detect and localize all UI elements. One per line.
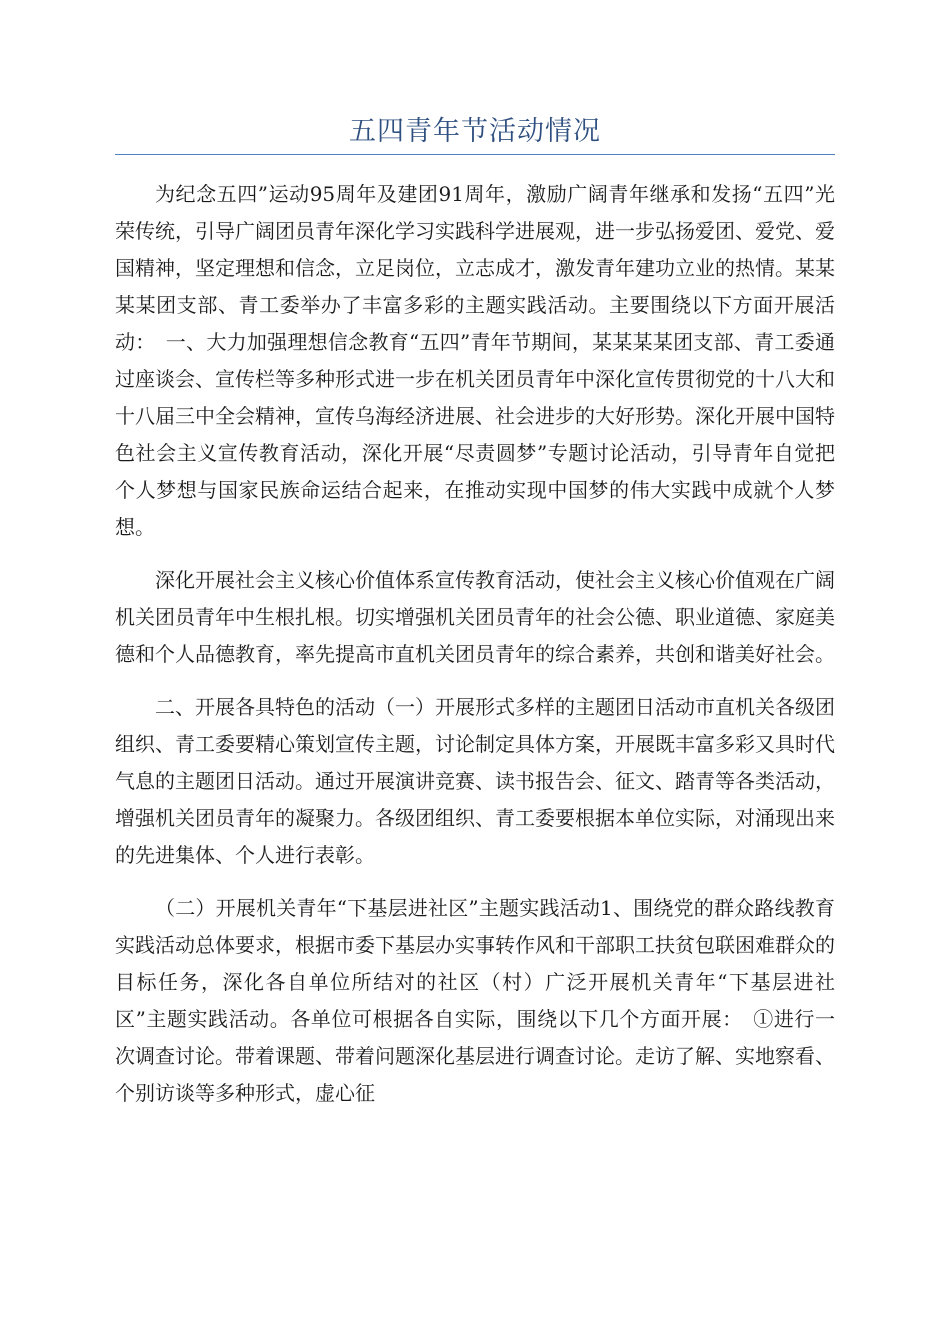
paragraph: （二）开展机关青年“下基层进社区”主题实践活动1、围绕党的群众路线教育实践活动总体要求，根据市委下基层办实事转作风和干部职工扶贫包联困难群众的目标任务，深化各自单位所结对的社区（村）广泛开展机关青年“下基层进社区”主题实践活动。各单位可根据各自实际，围绕以下几个方面开展： ①进行一次调查讨论。带着课题、带着问题深化基层进行调查讨论。走访了解、实地察看、个别访谈等多种形式，虚心征 xyxy=(115,896,835,1105)
title-underline xyxy=(115,154,835,155)
document-title: 五四青年节活动情况 xyxy=(349,116,601,147)
document-body xyxy=(115,176,835,1112)
paragraph: 深化开展社会主义核心价值体系宣传教育活动，使社会主义核心价值观在广阔机关团员青年中生根扎根。切实增强机关团员青年的社会公德、职业道德、家庭美德和个人品德教育，率先提高市直机关团员青年的综合素养，共创和谐美好社会。 xyxy=(115,568,835,666)
paragraph: 为纪念五四”运动95周年及建团91周年，激励广阔青年继承和发扬“五四”光荣传统，引导广阔团员青年深化学习实践科学进展观，进一步弘扬爱团、爱党、爱国精神，坚定理想和信念，立足岗位，立志成才，激发青年建功立业的热情。某某某某团支部、青工委举办了丰富多彩的主题实践活动。主要围绕以下方面开展活动： 一、大力加强理想信念教育“五四”青年节期间，某某某某团支部、青工委通过座谈会、宣传栏等多种形式进一步在机关团员青年中深化宣传贯彻党的十八大和十八届三中全会精神，宣传乌海经济进展、社会进步的大好形势。深化开展中国特色社会主义宣传教育活动，深化开展“尽责圆梦”专题讨论活动，引导青年自觉把个人梦想与国家民族命运结合起来，在推动实现中国梦的伟大实践中成就个人梦想。 xyxy=(115,182,835,539)
paragraph: 二、开展各具特色的活动（一）开展形式多样的主题团日活动市直机关各级团组织、青工委要精心策划宣传主题，讨论制定具体方案，开展既丰富多彩又具时代气息的主题团日活动。通过开展演讲竞赛、读书报告会、征文、踏青等各类活动，增强机关团员青年的凝聚力。各级团组织、青工委要根据本单位实际，对涌现出来的先进集体、个人进行表彰。 xyxy=(115,695,835,867)
